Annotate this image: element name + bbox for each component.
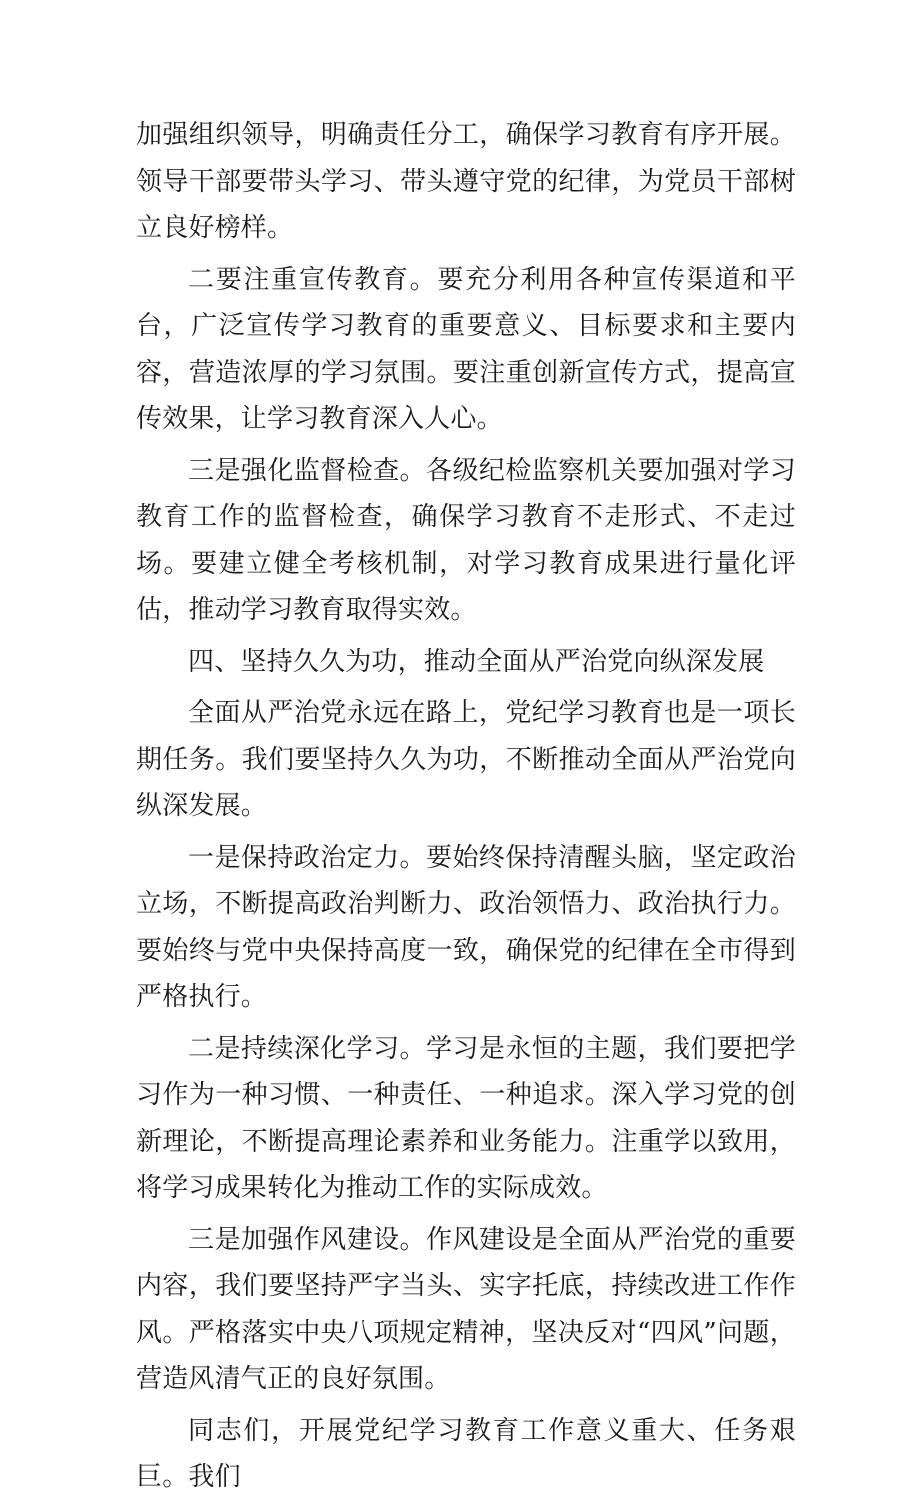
paragraph-publicity-education: 二要注重宣传教育。要充分利用各种宣传渠道和平台，广泛宣传学习教育的重要意义、目标要求和主要内容，营造浓厚的学习氛围。要注重创新宣传方式，提高宣传效果，让学习教育深入人心。 [136,264,796,434]
paragraph-work-style: 三是加强作风建设。作风建设是全面从严治党的重要内容，我们要坚持严字当头、实字托底，持续改进工作作风。严格落实中央八项规定精神，坚决反对“四风”问题，营造风清气正的良好氛围。 [136,1224,796,1394]
paragraph-political-resolve: 一是保持政治定力。要始终保持清醒头脑，坚定政治立场，不断提高政治判断力、政治领悟力、政治执行力。要始终与党中央保持高度一致，确保党的纪律在全市得到严格执行。 [136,842,796,1012]
paragraph-continuous-learning: 二是持续深化学习。学习是永恒的主题，我们要把学习作为一种习惯、一种责任、一种追求。深入学习党的创新理论，不断提高理论素养和业务能力。注重学以致用，将学习成果转化为推动工作的实际成效。 [136,1033,796,1203]
document-body [136,112,796,1506]
section-heading-four: 四、坚持久久为功，推动全面从严治党向纵深发展 [188,646,765,677]
paragraph-comrades: 同志们，开展党纪学习教育工作意义重大、任务艰巨。我们 [136,1415,796,1492]
paragraph-supervision-inspection: 三是强化监督检查。各级纪检监察机关要加强对学习教育工作的监督检查，确保学习教育不走形式、不走过场。要建立健全考核机制，对学习教育成果进行量化评估，推动学习教育取得实效。 [136,455,796,625]
paragraph-long-term-task: 全面从严治党永远在路上，党纪学习教育也是一项长期任务。我们要坚持久久为功，不断推动全面从严治党向纵深发展。 [136,698,796,821]
paragraph-continued: 加强组织领导，明确责任分工，确保学习教育有序开展。领导干部要带头学习、带头遵守党的纪律，为党员干部树立良好榜样。 [136,120,796,243]
